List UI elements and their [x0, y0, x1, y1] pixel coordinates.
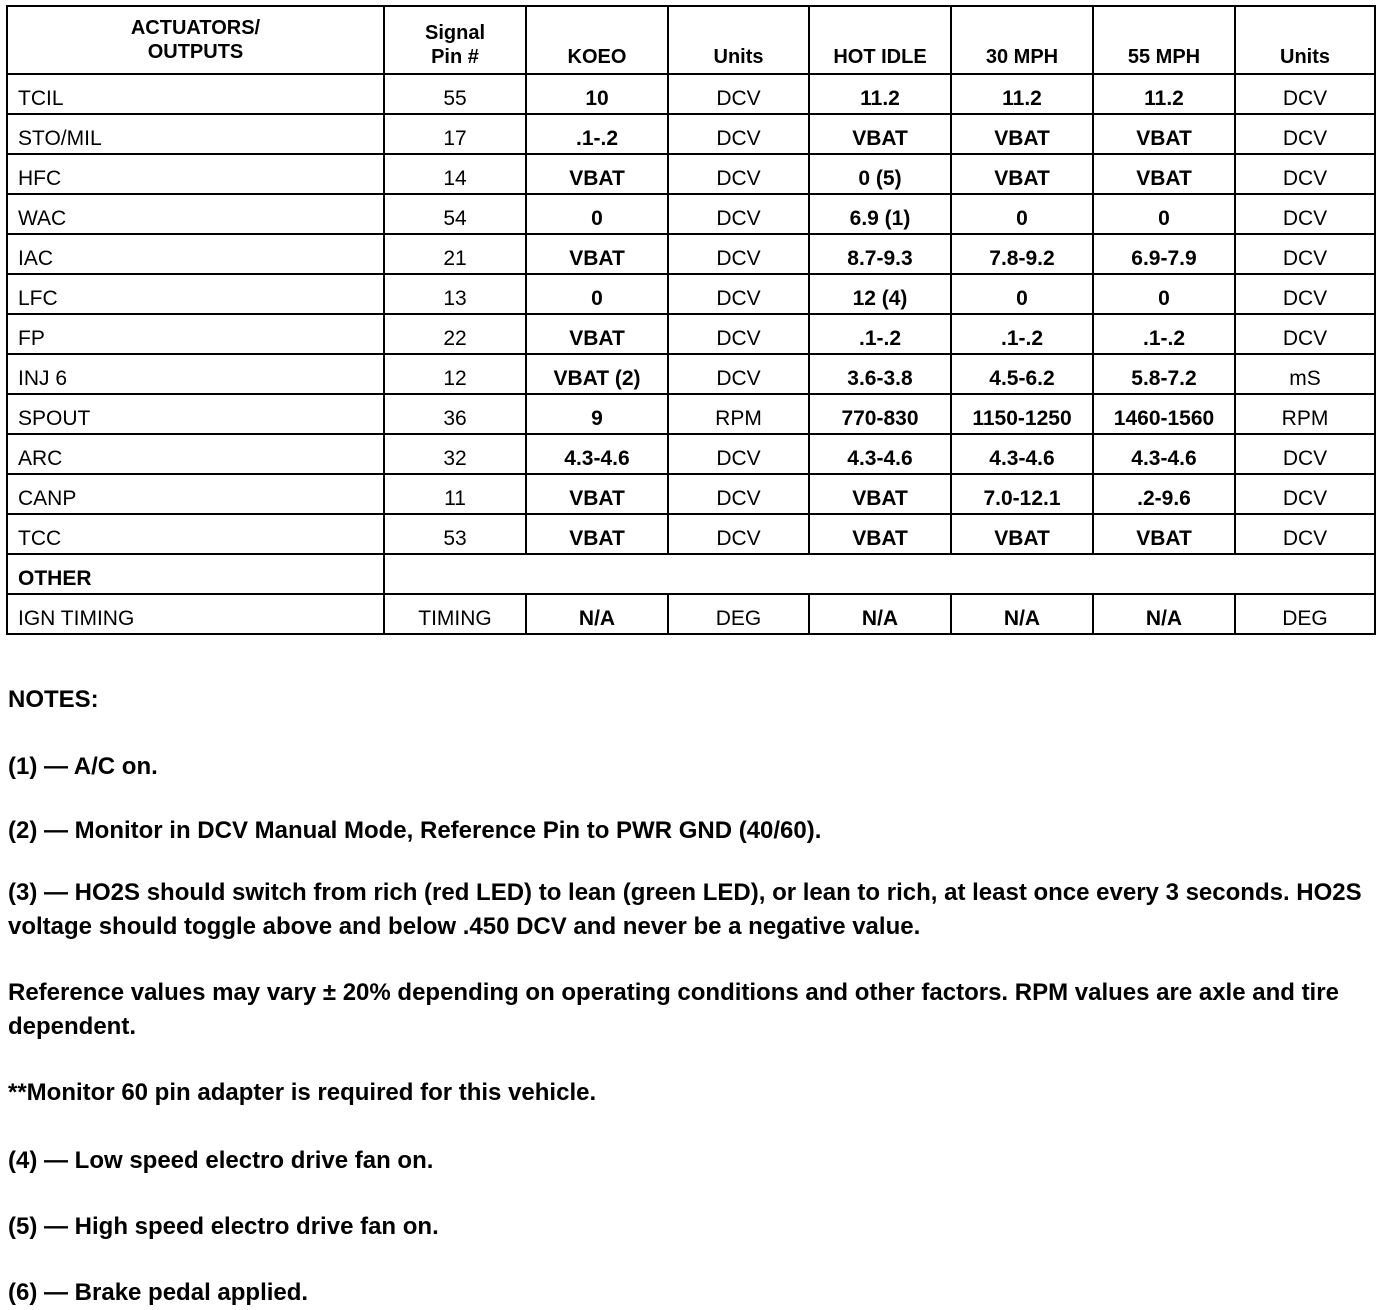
table-row: [7, 514, 1375, 554]
cell-units-2: DCV: [1235, 234, 1375, 274]
cell-koeo: VBAT: [526, 234, 668, 274]
header-row: [7, 6, 1375, 74]
cell-hot-idle: VBAT: [809, 474, 951, 514]
cell-pin: 54: [384, 194, 526, 234]
cell-units-2: mS: [1235, 354, 1375, 394]
cell-units-1: DCV: [668, 114, 809, 154]
cell-units-1: DEG: [668, 594, 809, 634]
cell-hot-idle: 11.2: [809, 74, 951, 114]
cell-hot-idle: 4.3-4.6: [809, 434, 951, 474]
note-3: (3) — HO2S should switch from rich (red LED) to lean (green LED), or lean to rich, at least once every 3 seconds. HO2S voltage should toggle above and below .450 DCV and never be a negative value.: [8, 879, 1362, 940]
cell-koeo: .1-.2: [526, 114, 668, 154]
cell-units-1: DCV: [668, 474, 809, 514]
cell-units-2: DCV: [1235, 434, 1375, 474]
cell-30-mph: VBAT: [951, 114, 1093, 154]
cell-hot-idle: 770-830: [809, 394, 951, 434]
cell-55-mph: 6.9-7.9: [1093, 234, 1235, 274]
cell-pin: 32: [384, 434, 526, 474]
cell-hot-idle: 0 (5): [809, 154, 951, 194]
cell-30-mph: VBAT: [951, 514, 1093, 554]
cell-hot-idle: 6.9 (1): [809, 194, 951, 234]
cell-units-1: RPM: [668, 394, 809, 434]
cell-pin: 53: [384, 514, 526, 554]
cell-units-1: DCV: [668, 314, 809, 354]
table-row: [7, 474, 1375, 514]
cell-units-2: DCV: [1235, 194, 1375, 234]
cell-units-2: DCV: [1235, 114, 1375, 154]
cell-55-mph: VBAT: [1093, 154, 1235, 194]
table-row: [7, 314, 1375, 354]
cell-hot-idle: 12 (4): [809, 274, 951, 314]
table-row: [7, 354, 1375, 394]
table-row-other: [7, 554, 1375, 594]
cell-units-1: DCV: [668, 434, 809, 474]
table-row-ign-timing: [7, 594, 1375, 634]
cell-30-mph: VBAT: [951, 154, 1093, 194]
cell-name: TCC: [7, 514, 384, 554]
cell-55-mph: .2-9.6: [1093, 474, 1235, 514]
cell-30-mph: 4.3-4.6: [951, 434, 1093, 474]
cell-30-mph: 1150-1250: [951, 394, 1093, 434]
cell-pin: 55: [384, 74, 526, 114]
other-section-empty: [384, 554, 1375, 594]
cell-name: SPOUT: [7, 394, 384, 434]
cell-pin: 14: [384, 154, 526, 194]
cell-koeo: VBAT: [526, 314, 668, 354]
cell-units-1: DCV: [668, 234, 809, 274]
cell-30-mph: N/A: [951, 594, 1093, 634]
cell-name: TCIL: [7, 74, 384, 114]
cell-name: IAC: [7, 234, 384, 274]
note-reference-values: Reference values may vary ± 20% depending on operating conditions and other factors. RPM values are axle and tire dependent.: [8, 979, 1339, 1040]
cell-hot-idle: N/A: [809, 594, 951, 634]
cell-units-2: DCV: [1235, 154, 1375, 194]
cell-units-2: RPM: [1235, 394, 1375, 434]
cell-name: STO/MIL: [7, 114, 384, 154]
cell-name: WAC: [7, 194, 384, 234]
header-30-mph: 30 MPH: [951, 6, 1093, 74]
notes-section: [8, 686, 1378, 1306]
header-actuators-outputs: ACTUATORS/ OUTPUTS: [7, 6, 384, 74]
notes-title: NOTES:: [8, 686, 99, 713]
header-signal-pin: Signal Pin #: [384, 6, 526, 74]
cell-name: LFC: [7, 274, 384, 314]
table-row: [7, 194, 1375, 234]
cell-pin: 21: [384, 234, 526, 274]
cell-units-1: DCV: [668, 274, 809, 314]
cell-units-2: DCV: [1235, 314, 1375, 354]
cell-name: FP: [7, 314, 384, 354]
header-koeo: KOEO: [526, 6, 668, 74]
header-hot-idle: HOT IDLE: [809, 6, 951, 74]
cell-55-mph: N/A: [1093, 594, 1235, 634]
cell-pin: 22: [384, 314, 526, 354]
table-row: [7, 274, 1375, 314]
cell-koeo: VBAT: [526, 514, 668, 554]
note-6: (6) — Brake pedal applied.: [8, 1279, 309, 1306]
cell-name: ARC: [7, 434, 384, 474]
table-row: [7, 234, 1375, 274]
cell-koeo: VBAT: [526, 474, 668, 514]
cell-55-mph: 0: [1093, 194, 1235, 234]
cell-units-1: DCV: [668, 154, 809, 194]
cell-name: CANP: [7, 474, 384, 514]
cell-koeo: VBAT: [526, 154, 668, 194]
cell-55-mph: .1-.2: [1093, 314, 1235, 354]
cell-pin: 13: [384, 274, 526, 314]
cell-koeo: VBAT (2): [526, 354, 668, 394]
cell-units-1: DCV: [668, 354, 809, 394]
cell-units-1: DCV: [668, 74, 809, 114]
table-row: [7, 434, 1375, 474]
note-1: (1) — A/C on.: [8, 753, 158, 780]
cell-30-mph: 0: [951, 274, 1093, 314]
table-row: [7, 114, 1375, 154]
cell-koeo: 4.3-4.6: [526, 434, 668, 474]
note-5: (5) — High speed electro drive fan on.: [8, 1213, 439, 1240]
cell-name: HFC: [7, 154, 384, 194]
other-section-label: OTHER: [7, 554, 384, 594]
reference-values-table: [6, 5, 1376, 635]
table-row: [7, 394, 1375, 434]
cell-units-2: DCV: [1235, 74, 1375, 114]
header-units-2: Units: [1235, 6, 1375, 74]
cell-koeo: N/A: [526, 594, 668, 634]
cell-hot-idle: .1-.2: [809, 314, 951, 354]
cell-55-mph: VBAT: [1093, 114, 1235, 154]
cell-30-mph: 7.8-9.2: [951, 234, 1093, 274]
note-adapter: **Monitor 60 pin adapter is required for this vehicle.: [8, 1079, 597, 1106]
cell-koeo: 9: [526, 394, 668, 434]
cell-pin: TIMING: [384, 594, 526, 634]
cell-hot-idle: VBAT: [809, 114, 951, 154]
cell-pin: 11: [384, 474, 526, 514]
cell-name: INJ 6: [7, 354, 384, 394]
header-units-1: Units: [668, 6, 809, 74]
cell-koeo: 0: [526, 274, 668, 314]
cell-55-mph: 5.8-7.2: [1093, 354, 1235, 394]
cell-55-mph: 11.2: [1093, 74, 1235, 114]
cell-pin: 17: [384, 114, 526, 154]
cell-units-1: DCV: [668, 514, 809, 554]
cell-30-mph: 11.2: [951, 74, 1093, 114]
cell-koeo: 0: [526, 194, 668, 234]
cell-hot-idle: VBAT: [809, 514, 951, 554]
cell-pin: 12: [384, 354, 526, 394]
cell-55-mph: 0: [1093, 274, 1235, 314]
note-2: (2) — Monitor in DCV Manual Mode, Reference Pin to PWR GND (40/60).: [8, 817, 822, 844]
cell-units-1: DCV: [668, 194, 809, 234]
cell-koeo: 10: [526, 74, 668, 114]
cell-30-mph: .1-.2: [951, 314, 1093, 354]
cell-units-2: DCV: [1235, 514, 1375, 554]
table-header: [7, 6, 1375, 74]
cell-30-mph: 0: [951, 194, 1093, 234]
cell-hot-idle: 3.6-3.8: [809, 354, 951, 394]
cell-55-mph: VBAT: [1093, 514, 1235, 554]
cell-units-2: DCV: [1235, 274, 1375, 314]
table-row: [7, 154, 1375, 194]
cell-units-2: DEG: [1235, 594, 1375, 634]
cell-hot-idle: 8.7-9.3: [809, 234, 951, 274]
cell-30-mph: 4.5-6.2: [951, 354, 1093, 394]
cell-55-mph: 1460-1560: [1093, 394, 1235, 434]
cell-55-mph: 4.3-4.6: [1093, 434, 1235, 474]
note-4: (4) — Low speed electro drive fan on.: [8, 1147, 434, 1174]
cell-30-mph: 7.0-12.1: [951, 474, 1093, 514]
cell-pin: 36: [384, 394, 526, 434]
table-body: [7, 74, 1375, 634]
cell-name: IGN TIMING: [7, 594, 384, 634]
table-row: [7, 74, 1375, 114]
header-55-mph: 55 MPH: [1093, 6, 1235, 74]
cell-units-2: DCV: [1235, 474, 1375, 514]
reference-values-table-container: [6, 5, 1376, 635]
